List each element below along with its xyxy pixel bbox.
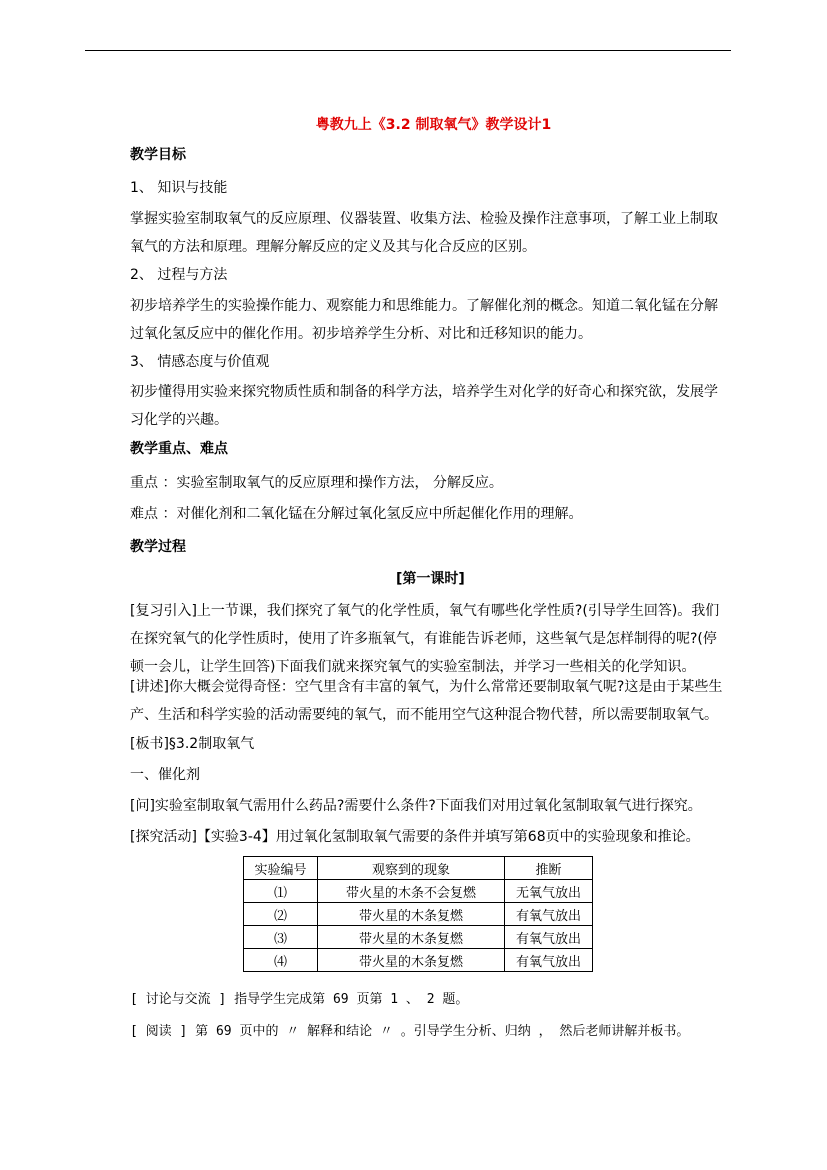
goal-item-2: 2、 过程与方法 [130,267,228,283]
keypoints-heading: 教学重点、难点 [130,441,228,457]
review-paragraph: [复习引入]上一节课，我们探究了氧气的化学性质，氧气有哪些化学性质?(引导学生回答)。我们在探究氧气的化学性质时，使用了许多瓶氧气，有谁能告诉老师，这些氧气是怎样制得的呢?(停顿一会儿，让学生回答)下面我们就来探究氧气的实验室制法，并学习一些相关的化学知识。 [130,603,720,675]
goal-item-3-text: 初步懂得用实验来探究物质性质和制备的科学方法，培养学生对化学的好奇心和探究欲，发展学习化学的兴趣。 [130,384,718,428]
difficulty-text: 难点 ：对催化剂和二氧化锰在分解过氧化氢反应中所起催化作用的理解。 [130,506,583,522]
board-note: [板书]§3.2制取氧气 [130,736,255,752]
table-row [244,926,593,949]
activity-text: [探究活动]【实验3-4】用过氧化氢制取氧气需要的条件并填写第68页中的实验现象和推论。 [130,829,700,845]
goals-heading: 教学目标 [130,147,186,163]
discussion-text: [ 讨论与交流 ] 指导学生完成第 69 页第 1 、 2 题。 [130,992,469,1007]
table-cell: ⑷ [244,949,318,972]
experiment-table [243,856,593,972]
header-rule [85,50,731,51]
table-cell: 带火星的木条复燃 [318,949,505,972]
goal-item-1: 1、 知识与技能 [130,180,228,196]
table-header-row [244,857,593,880]
table-cell: 带火星的木条复燃 [318,903,505,926]
table-cell: 有氧气放出 [505,949,593,972]
table-header: 推断 [505,857,593,880]
section-catalyst: 一、催化剂 [130,767,200,783]
table-cell: ⑶ [244,926,318,949]
table-cell: ⑵ [244,903,318,926]
lesson-label: [第一课时] [396,571,465,587]
table-row [244,949,593,972]
lecture-paragraph: [讲述]你大概会觉得奇怪：空气里含有丰富的氧气，为什么常常还要制取氧气呢?这是由于某些生产、生活和科学实验的活动需要纯的氧气，而不能用空气这种混合物代替，所以需要制取氧气。 [130,679,723,723]
table-cell: 无氧气放出 [505,880,593,903]
table-cell: 带火星的木条不会复燃 [318,880,505,903]
table-row [244,903,593,926]
table-cell: 有氧气放出 [505,903,593,926]
goal-item-2-text: 初步培养学生的实验操作能力、观察能力和思维能力。了解催化剂的概念。知道二氧化锰在分解过氧化氢反应中的催化作用。初步培养学生分析、对比和迁移知识的能力。 [130,298,718,342]
table-header: 观察到的现象 [318,857,505,880]
question-text: [问]实验室制取氧气需用什么药品?需要什么条件?下面我们对用过氧化氢制取氧气进行探究。 [130,798,702,814]
goal-item-3: 3、 情感态度与价值观 [130,354,270,370]
table-cell: 有氧气放出 [505,926,593,949]
table-header: 实验编号 [244,857,318,880]
process-heading: 教学过程 [130,539,186,555]
table-row [244,880,593,903]
reading-text: [ 阅读 ] 第 69 页中的 〃 解释和结论 〃 。引导学生分析、归纳 ， 然后老师讲解并板书。 [130,1024,690,1039]
table-cell: ⑴ [244,880,318,903]
document-title: 粤教九上《3.2 制取氧气》教学设计1 [315,117,552,133]
table-cell: 带火星的木条复燃 [318,926,505,949]
goal-item-1-text: 掌握实验室制取氧气的反应原理、仪器装置、收集方法、检验及操作注意事项，了解工业上制取氧气的方法和原理。理解分解反应的定义及其与化合反应的区别。 [130,211,718,255]
focus-text: 重点 ：实验室制取氧气的反应原理和操作方法， 分解反应。 [130,475,503,491]
